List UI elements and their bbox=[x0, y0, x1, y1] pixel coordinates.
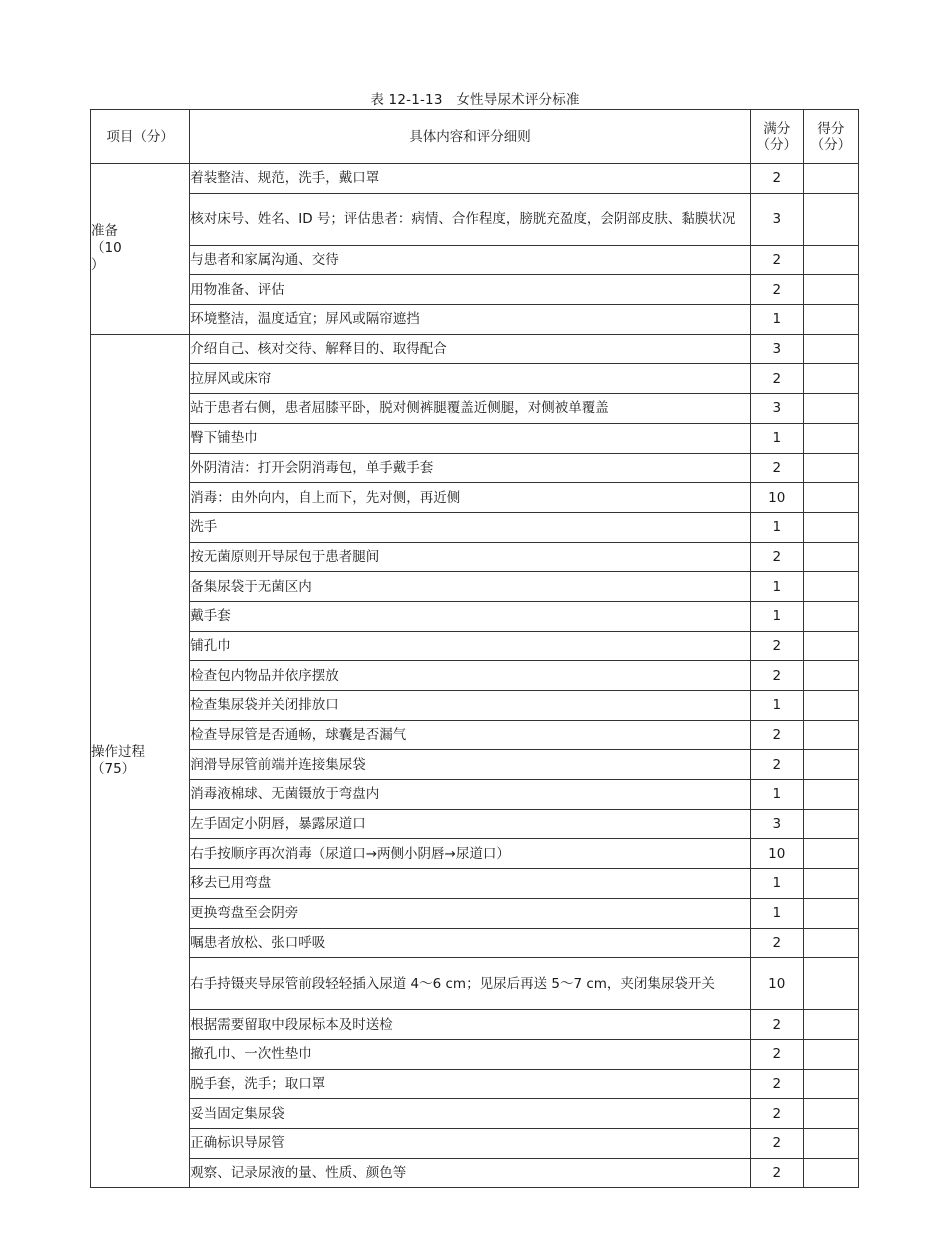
criterion-text: 站于患者右侧，患者屈膝平卧，脱对侧裤腿覆盖近侧腿，对侧被单覆盖 bbox=[190, 394, 750, 424]
score-entry-cell[interactable] bbox=[803, 869, 858, 899]
score-entry-cell[interactable] bbox=[803, 958, 858, 1010]
criterion-text: 检查集尿袋并关闭排放口 bbox=[190, 691, 750, 721]
criterion-text: 外阴清洁：打开会阴消毒包，单手戴手套 bbox=[190, 453, 750, 483]
score-entry-cell[interactable] bbox=[803, 453, 858, 483]
table-row bbox=[91, 193, 859, 245]
score-entry-cell[interactable] bbox=[803, 720, 858, 750]
full-score-value: 2 bbox=[750, 245, 803, 275]
table-row bbox=[91, 1010, 859, 1040]
table-row bbox=[91, 305, 859, 335]
criterion-text: 检查包内物品并依序摆放 bbox=[190, 661, 750, 691]
section-label-line: ） bbox=[91, 257, 105, 274]
full-score-value: 1 bbox=[750, 898, 803, 928]
score-entry-cell[interactable] bbox=[803, 750, 858, 780]
score-entry-cell[interactable] bbox=[803, 1069, 858, 1099]
score-entry-cell[interactable] bbox=[803, 898, 858, 928]
criterion-text: 脱手套，洗手；取口罩 bbox=[190, 1069, 750, 1099]
full-score-value: 1 bbox=[750, 423, 803, 453]
score-entry-cell[interactable] bbox=[803, 661, 858, 691]
table-row bbox=[91, 542, 859, 572]
section-label-line: 准备 bbox=[91, 223, 118, 240]
full-score-value: 1 bbox=[750, 869, 803, 899]
full-score-value: 2 bbox=[750, 542, 803, 572]
table-row bbox=[91, 483, 859, 513]
full-score-value: 1 bbox=[750, 572, 803, 602]
criterion-text: 洗手 bbox=[190, 512, 750, 542]
score-entry-cell[interactable] bbox=[803, 164, 858, 194]
score-entry-cell[interactable] bbox=[803, 245, 858, 275]
table-row bbox=[91, 869, 859, 899]
criterion-text: 消毒液棉球、无菌镊放于弯盘内 bbox=[190, 780, 750, 810]
full-score-value: 3 bbox=[750, 394, 803, 424]
table-row bbox=[91, 453, 859, 483]
score-entry-cell[interactable] bbox=[803, 809, 858, 839]
score-entry-cell[interactable] bbox=[803, 542, 858, 572]
table-row bbox=[91, 334, 859, 364]
full-score-value: 2 bbox=[750, 1039, 803, 1069]
header-score bbox=[803, 110, 858, 164]
score-entry-cell[interactable] bbox=[803, 839, 858, 869]
score-entry-cell[interactable] bbox=[803, 631, 858, 661]
header-full-score bbox=[750, 110, 803, 164]
table-row bbox=[91, 572, 859, 602]
table-row bbox=[91, 275, 859, 305]
full-score-value: 2 bbox=[750, 1010, 803, 1040]
full-score-value: 10 bbox=[750, 483, 803, 513]
table-row bbox=[91, 809, 859, 839]
table-row bbox=[91, 839, 859, 869]
full-score-value: 2 bbox=[750, 164, 803, 194]
criterion-text: 拉屏风或床帘 bbox=[190, 364, 750, 394]
table-row bbox=[91, 601, 859, 631]
table-row bbox=[91, 394, 859, 424]
table-row bbox=[91, 691, 859, 721]
table-header bbox=[91, 110, 859, 164]
criterion-text: 介绍自己、核对交待、解释目的、取得配合 bbox=[190, 334, 750, 364]
table-row bbox=[91, 898, 859, 928]
criterion-text: 用物准备、评估 bbox=[190, 275, 750, 305]
full-score-value: 2 bbox=[750, 275, 803, 305]
table-row bbox=[91, 928, 859, 958]
table-row bbox=[91, 958, 859, 1010]
criterion-text: 移去已用弯盘 bbox=[190, 869, 750, 899]
score-entry-cell[interactable] bbox=[803, 928, 858, 958]
full-score-value: 2 bbox=[750, 750, 803, 780]
full-score-value: 10 bbox=[750, 839, 803, 869]
score-entry-cell[interactable] bbox=[803, 364, 858, 394]
section-label-line: （75） bbox=[91, 761, 136, 778]
score-entry-cell[interactable] bbox=[803, 483, 858, 513]
full-score-value: 3 bbox=[750, 809, 803, 839]
score-entry-cell[interactable] bbox=[803, 1099, 858, 1129]
score-entry-cell[interactable] bbox=[803, 691, 858, 721]
full-score-value: 1 bbox=[750, 512, 803, 542]
table-row bbox=[91, 780, 859, 810]
score-entry-cell[interactable] bbox=[803, 334, 858, 364]
criterion-text: 左手固定小阴唇，暴露尿道口 bbox=[190, 809, 750, 839]
full-score-value: 2 bbox=[750, 928, 803, 958]
table-row bbox=[91, 512, 859, 542]
table-row bbox=[91, 1099, 859, 1129]
header-item: 项目（分） bbox=[91, 110, 190, 164]
table-row bbox=[91, 720, 859, 750]
full-score-value: 2 bbox=[750, 453, 803, 483]
section-label-line: （10 bbox=[91, 240, 122, 257]
full-score-value: 3 bbox=[750, 334, 803, 364]
full-score-value: 2 bbox=[750, 1099, 803, 1129]
criterion-text: 消毒：由外向内，自上而下，先对侧，再近侧 bbox=[190, 483, 750, 513]
score-entry-cell[interactable] bbox=[803, 572, 858, 602]
full-score-value: 2 bbox=[750, 364, 803, 394]
criterion-text: 环境整洁，温度适宜；屏风或隔帘遮挡 bbox=[190, 305, 750, 335]
criterion-text: 润滑导尿管前端并连接集尿袋 bbox=[190, 750, 750, 780]
table-row bbox=[91, 1069, 859, 1099]
table-row bbox=[91, 164, 859, 194]
score-entry-cell[interactable] bbox=[803, 1158, 858, 1188]
score-entry-cell[interactable] bbox=[803, 1039, 858, 1069]
full-score-value: 1 bbox=[750, 691, 803, 721]
criterion-text: 撤孔巾、一次性垫巾 bbox=[190, 1039, 750, 1069]
score-entry-cell[interactable] bbox=[803, 305, 858, 335]
score-entry-cell[interactable] bbox=[803, 193, 858, 245]
section-label-0 bbox=[91, 164, 190, 335]
criterion-text: 备集尿袋于无菌区内 bbox=[190, 572, 750, 602]
criterion-text: 更换弯盘至会阴旁 bbox=[190, 898, 750, 928]
criterion-text: 与患者和家属沟通、交待 bbox=[190, 245, 750, 275]
criterion-text: 按无菌原则开导尿包于患者腿间 bbox=[190, 542, 750, 572]
full-score-value: 1 bbox=[750, 305, 803, 335]
criterion-text: 臀下铺垫巾 bbox=[190, 423, 750, 453]
full-score-value: 3 bbox=[750, 193, 803, 245]
criterion-text: 着装整洁、规范，洗手，戴口罩 bbox=[190, 164, 750, 194]
full-score-value: 2 bbox=[750, 1069, 803, 1099]
criterion-text: 观察、记录尿液的量、性质、颜色等 bbox=[190, 1158, 750, 1188]
full-score-value: 2 bbox=[750, 1128, 803, 1158]
table-row bbox=[91, 631, 859, 661]
table-row bbox=[91, 750, 859, 780]
section-label-1 bbox=[91, 334, 190, 1188]
criterion-text: 戴手套 bbox=[190, 601, 750, 631]
full-score-value: 2 bbox=[750, 631, 803, 661]
table-row bbox=[91, 1128, 859, 1158]
criterion-text: 核对床号、姓名、ID 号；评估患者：病情、合作程度，膀胱充盈度，会阴部皮肤、黏膜状况 bbox=[190, 193, 750, 245]
table-body bbox=[91, 164, 859, 1188]
criterion-text: 右手持镊夹导尿管前段轻轻插入尿道 4～6 cm；见尿后再送 5～7 cm，夹闭集尿袋开关 bbox=[190, 958, 750, 1010]
full-score-value: 2 bbox=[750, 1158, 803, 1188]
table-row bbox=[91, 364, 859, 394]
score-entry-cell[interactable] bbox=[803, 275, 858, 305]
score-entry-cell[interactable] bbox=[803, 394, 858, 424]
full-score-value: 1 bbox=[750, 601, 803, 631]
criterion-text: 正确标识导尿管 bbox=[190, 1128, 750, 1158]
scoring-table bbox=[90, 109, 859, 1188]
score-entry-cell[interactable] bbox=[803, 601, 858, 631]
header-full-line1: 满分 bbox=[763, 120, 791, 137]
criterion-text: 嘱患者放松、张口呼吸 bbox=[190, 928, 750, 958]
score-entry-cell[interactable] bbox=[803, 423, 858, 453]
table-row bbox=[91, 1158, 859, 1188]
header-score-line2: （分） bbox=[810, 136, 852, 153]
full-score-value: 2 bbox=[750, 720, 803, 750]
full-score-value: 1 bbox=[750, 780, 803, 810]
score-entry-cell[interactable] bbox=[803, 1010, 858, 1040]
criterion-text: 右手按顺序再次消毒（尿道口→两侧小阴唇→尿道口） bbox=[190, 839, 750, 869]
header-full-line2: （分） bbox=[756, 136, 798, 153]
table-caption: 表 12-1-13 女性导尿术评分标准 bbox=[370, 92, 580, 108]
header-content: 具体内容和评分细则 bbox=[190, 110, 750, 164]
table-row bbox=[91, 423, 859, 453]
section-label-line: 操作过程 bbox=[91, 744, 145, 761]
criterion-text: 铺孔巾 bbox=[190, 631, 750, 661]
score-entry-cell[interactable] bbox=[803, 512, 858, 542]
header-score-line1: 得分 bbox=[817, 120, 845, 137]
criterion-text: 根据需要留取中段尿标本及时送检 bbox=[190, 1010, 750, 1040]
full-score-value: 10 bbox=[750, 958, 803, 1010]
criterion-text: 检查导尿管是否通畅，球囊是否漏气 bbox=[190, 720, 750, 750]
criterion-text: 妥当固定集尿袋 bbox=[190, 1099, 750, 1129]
table-row bbox=[91, 245, 859, 275]
full-score-value: 2 bbox=[750, 661, 803, 691]
score-entry-cell[interactable] bbox=[803, 1128, 858, 1158]
table-row bbox=[91, 661, 859, 691]
score-entry-cell[interactable] bbox=[803, 780, 858, 810]
table-row bbox=[91, 1039, 859, 1069]
